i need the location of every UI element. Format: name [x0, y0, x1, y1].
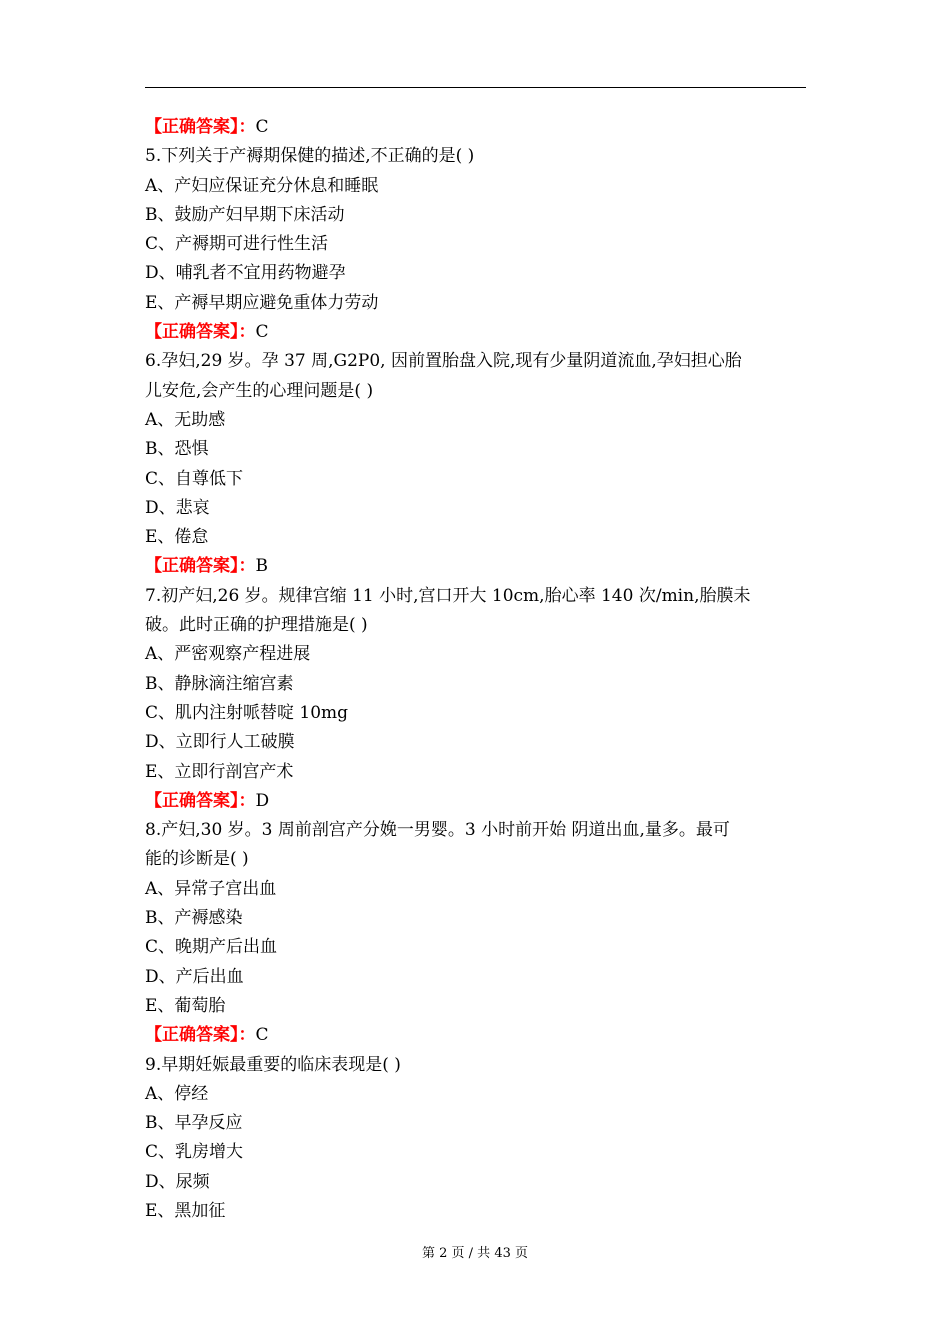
option-text: A、无助感 [145, 409, 226, 430]
option-text: E、倦怠 [145, 527, 209, 548]
option-text: B、鼓励产妇早期下床活动 [145, 204, 345, 225]
option-text: B、静脉滴注缩宫素 [145, 673, 294, 694]
option-text: B、早孕反应 [145, 1113, 243, 1134]
option-text: C、产褥期可进行性生活 [145, 234, 329, 255]
option-text: B、产褥感染 [145, 908, 243, 929]
option-text: E、立即行剖宫产术 [145, 761, 294, 782]
option-text: A、异常子宫出血 [145, 878, 277, 899]
option-text: E、产褥早期应避免重体力劳动 [145, 292, 379, 313]
question-text: 破。此时正确的护理措施是( ) [145, 615, 368, 636]
answer-line [145, 552, 810, 581]
option-text: C、自尊低下 [145, 468, 244, 489]
answer-value: C [255, 1025, 269, 1046]
page-footer: 第 2 页 / 共 43 页 [422, 1246, 528, 1261]
question-text: 8.产妇,30 岁。3 周前剖宫产分娩一男婴。3 小时前开始 阴道出血,量多。最可 [145, 820, 730, 841]
option-text: D、立即行人工破膜 [145, 732, 295, 753]
option-text: A、严密观察产程进展 [145, 644, 311, 665]
answer-value: B [255, 556, 268, 577]
option-text: A、停经 [145, 1083, 209, 1104]
option-text: D、哺乳者不宜用药物避孕 [145, 263, 346, 284]
option-text: E、黑加征 [145, 1200, 226, 1221]
answer-value: C [255, 117, 269, 137]
question-text: 儿安危,会产生的心理问题是( ) [145, 380, 374, 401]
answer-line [145, 113, 810, 142]
answer-label: 【正确答案】： [145, 117, 256, 137]
question-text: 6.孕妇,29 岁。孕 37 周,G2P0, 因前置胎盘入院,现有少量阴道流血,孕妇担心胎 [145, 351, 742, 372]
option-text: D、尿频 [145, 1171, 210, 1192]
answer-value: D [255, 790, 270, 811]
question-text: 5.下列关于产褥期保健的描述,不正确的是( ) [145, 146, 475, 167]
question-text: 7.初产妇,26 岁。规律宫缩 11 小时,宫口开大 10cm,胎心率 140 次/min,胎膜未 [145, 585, 751, 606]
option-text: E、葡萄胎 [145, 995, 226, 1016]
answer-label: 【正确答案】： [145, 1025, 256, 1046]
option-text: A、产妇应保证充分休息和睡眠 [145, 175, 379, 196]
header-rule [145, 87, 806, 88]
document-body [145, 113, 810, 1226]
option-text: C、肌内注射哌替啶 10mg [145, 702, 349, 723]
option-text: D、产后出血 [145, 966, 244, 987]
option-text: D、悲哀 [145, 497, 210, 518]
answer-label: 【正确答案】： [145, 790, 256, 811]
answer-label: 【正确答案】： [145, 556, 256, 577]
answer-line [145, 787, 810, 816]
option-text: B、恐惧 [145, 439, 209, 460]
option-text: C、乳房增大 [145, 1142, 244, 1163]
question-text: 9.早期妊娠最重要的临床表现是( ) [145, 1054, 401, 1075]
question-text: 能的诊断是( ) [145, 849, 249, 870]
answer-value: C [255, 322, 269, 343]
answer-label: 【正确答案】： [145, 322, 256, 343]
answer-line [145, 318, 810, 347]
option-text: C、晚期产后出血 [145, 937, 278, 958]
answer-line [145, 1021, 810, 1050]
